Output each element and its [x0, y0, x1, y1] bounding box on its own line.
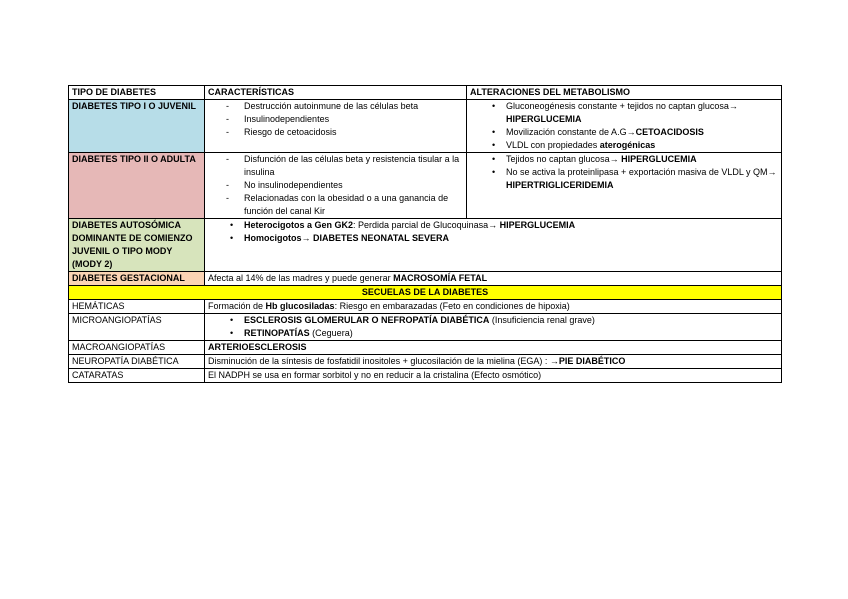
secuelas-title: SECUELAS DE LA DIABETES	[69, 286, 782, 300]
row-tipo1	[69, 100, 782, 153]
list-item: • ESCLEROSIS GLOMERULAR O NEFROPATÍA DIABÉTICA (Insuficiencia renal grave)	[208, 314, 778, 327]
chars-tipo1	[205, 100, 467, 153]
diabetes-table	[68, 85, 782, 383]
list-item: - No insulinodependientes	[208, 179, 463, 192]
row-tipo2	[69, 153, 782, 219]
row-neuro	[69, 355, 782, 369]
list-item: - Relacionadas con la obesidad o a una ganancia de función del canal Kir	[208, 192, 463, 218]
alt-tipo2	[467, 153, 782, 219]
label-mody: DIABETES AUTOSÓMICA DOMINANTE DE COMIENZO JUVENIL O TIPO MODY (MODY 2)	[69, 219, 205, 272]
content-cataratas: El NADPH se usa en formar sorbitol y no en reducir a la cristalina (Efecto osmótico)	[205, 369, 782, 383]
header-row	[69, 86, 782, 100]
list-item: - Insulinodependientes	[208, 113, 463, 126]
alt-tipo1	[467, 100, 782, 153]
label-gestacional: DIABETES GESTACIONAL	[69, 272, 205, 286]
label-tipo1: DIABETES TIPO I O JUVENIL	[69, 100, 205, 153]
label-neuro: NEUROPATÍA DIABÉTICA	[69, 355, 205, 369]
row-cataratas	[69, 369, 782, 383]
label-micro: MICROANGIOPATÍAS	[69, 314, 205, 341]
list-item: • Heterocigotos a Gen GK2: Perdida parcial de Glucoquinasa→ HIPERGLUCEMIA	[208, 219, 778, 232]
label-hematicas: HEMÁTICAS	[69, 300, 205, 314]
row-hematicas	[69, 300, 782, 314]
list-item: • VLDL con propiedades aterogénicas	[470, 139, 778, 152]
content-neuro: Disminución de la síntesis de fosfatidil inositoles + glucosilación de la mielina (EGA) : →PIE DIABÉTICO	[205, 355, 782, 369]
header-alteraciones: ALTERACIONES DEL METABOLISMO	[467, 86, 782, 100]
row-mody	[69, 219, 782, 272]
list-item: • No se activa la proteinlipasa + exportación masiva de VLDL y QM→ HIPERTRIGLICERIDEMIA	[470, 166, 778, 192]
content-gestacional: Afecta al 14% de las madres y puede generar MACROSOMÍA FETAL	[205, 272, 782, 286]
list-item: - Destrucción autoinmune de las células beta	[208, 100, 463, 113]
list-item: • Homocigotos→ DIABETES NEONATAL SEVERA	[208, 232, 778, 245]
row-gestacional	[69, 272, 782, 286]
content-macro: ARTERIOESCLEROSIS	[205, 341, 782, 355]
content-mody	[205, 219, 782, 272]
list-item: - Disfunción de las células beta y resistencia tisular a la insulina	[208, 153, 463, 179]
label-tipo2: DIABETES TIPO II O ADULTA	[69, 153, 205, 219]
list-item: • Tejidos no captan glucosa→ HIPERGLUCEMIA	[470, 153, 778, 166]
list-item: • Movilización constante de A.G→CETOACIDOSIS	[470, 126, 778, 139]
list-item: • RETINOPATÍAS (Ceguera)	[208, 327, 778, 340]
row-secuelas-title	[69, 286, 782, 300]
content-hematicas: Formación de Hb glucosiladas: Riesgo en embarazadas (Feto en condiciones de hipoxia)	[205, 300, 782, 314]
chars-tipo2	[205, 153, 467, 219]
row-macro	[69, 341, 782, 355]
label-cataratas: CATARATAS	[69, 369, 205, 383]
header-tipo: TIPO DE DIABETES	[69, 86, 205, 100]
label-macro: MACROANGIOPATÍAS	[69, 341, 205, 355]
header-caracteristicas: CARACTERÍSTICAS	[205, 86, 467, 100]
list-item: • Gluconeogénesis constante + tejidos no captan glucosa→ HIPERGLUCEMIA	[470, 100, 778, 126]
row-micro	[69, 314, 782, 341]
list-item: - Riesgo de cetoacidosis	[208, 126, 463, 139]
content-micro	[205, 314, 782, 341]
